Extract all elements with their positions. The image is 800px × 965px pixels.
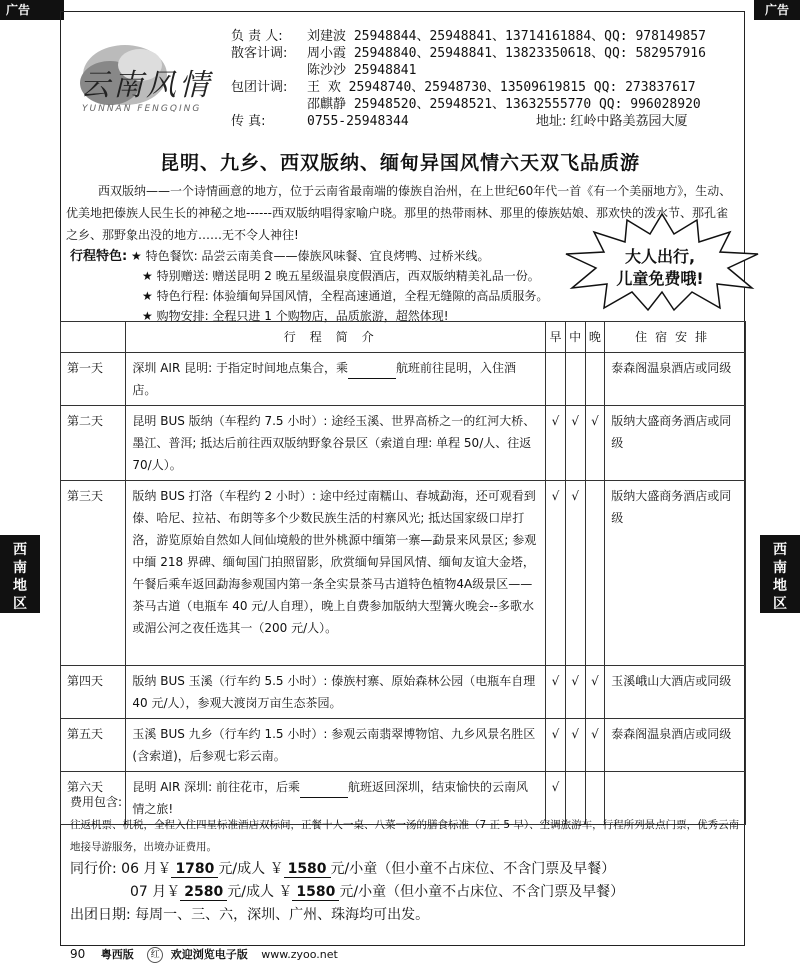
hotel-cell: 版纳大盛商务酒店或同级 — [605, 406, 746, 481]
page-number: 90 — [70, 947, 86, 961]
contact-row: 包团计调: 王 欢 25948740、25948730、13509619815 QQ: 273837617 — [231, 80, 696, 95]
contact-row: 邵麒静 25948520、25948521、13632555770 QQ: 996028920 — [307, 97, 701, 112]
meal-cell: √ — [565, 719, 585, 772]
desc-cell: 昆明 AIR 深圳: 前往花市，后乘 航班返回深圳，结束愉快的云南风情之旅! — [126, 772, 546, 825]
header-dinner: 晚 — [585, 322, 605, 353]
page-footer — [70, 946, 338, 963]
desc-cell: 深圳 AIR 昆明: 于指定时间地点集合，乘 航班前往昆明，入住酒店。 — [126, 353, 546, 406]
meal-cell: √ — [546, 772, 566, 825]
meal-cell: √ — [546, 719, 566, 772]
hotel-cell: 版纳大盛商务酒店或同级 — [605, 481, 746, 666]
logo-subtitle: YUNNAN FENGQING — [82, 104, 202, 114]
burst-text: 大人出行, 儿童免费哦! — [616, 247, 704, 288]
header-hotel: 住宿安排 — [605, 322, 746, 353]
table-header-row — [61, 322, 746, 353]
departure-dates: 出团日期: 每周一、三、六，深圳、广州、珠海均可出发。 — [70, 907, 430, 923]
ad-label-right: 广告 — [754, 0, 800, 20]
table-row — [61, 481, 746, 666]
table-row — [61, 406, 746, 481]
edition-label: 粤西版 — [100, 948, 134, 961]
desc-cell: 昆明 BUS 版纳（车程约 7.5 小时）: 途经玉溪、世界高桥之一的红河大桥、墨江、普洱; 抵达后前往西双版纳野象谷景区（索道自理: 单程 50/人、往返 70/人）。 — [126, 406, 546, 481]
fee-header: 费用包含: — [70, 795, 123, 809]
meal-cell: √ — [546, 481, 566, 666]
feature-line: 行程特色: ★ 特色餐饮: 品尝云南美食——傣族风味餐、宜良烤鸭、过桥米线。 — [70, 249, 490, 264]
contact-row: 负 责 人: 刘建波 25948844、25948841、13714161884、QQ: 978149857 — [231, 29, 706, 44]
logo-name: 云南风情 — [80, 68, 212, 103]
day-cell: 第六天 — [61, 772, 126, 825]
meal-cell — [585, 353, 605, 406]
contact-row: 陈沙沙 25948841 — [307, 63, 417, 78]
price-line: 07 月￥ 2580 元/成人 ￥ 1580 元/小童（但小童不占床位、不含门票及早餐） — [130, 884, 625, 900]
ad-label-left: 广告 — [0, 0, 64, 20]
slogan: 欢迎浏览电子版 — [170, 948, 248, 961]
desc-cell: 版纳 BUS 打洛（车程约 2 小时）: 途中经过南糯山、春城勐海，还可观看到傣、哈尼、拉祜、布朗等多个少数民族生活的村寨风光; 抵达国家级口岸打洛，游览原始自然如人间仙境般的世外桃源中缅第一寨—勐景来风景区; 参观中缅 218 界碑、缅甸国门拍照留影，欣赏缅甸异国风情、缅甸友谊大金塔，午餐后乘车返回勐海参观国内第一条全实景茶马古道特色植物4A级景区——茶马古道（电瓶车 40 元/人自理），晚上自费参加版纳大型篝火晚会--多歌水或湄公河之夜任选其一（200 元/人）。 — [126, 481, 546, 666]
day-cell: 第二天 — [61, 406, 126, 481]
region-tab-right: 西 南 地 区 — [760, 535, 800, 613]
region-tab-left: 西 南 地 区 — [0, 535, 40, 613]
meal-cell: √ — [585, 666, 605, 719]
day-cell: 第四天 — [61, 666, 126, 719]
child-price: 1580 — [292, 884, 339, 901]
address: 地址: 红岭中路美荔园大厦 — [536, 114, 688, 129]
contact-row: 散客计调: 周小霞 25948840、25948841、13823350618、QQ: 582957916 — [231, 46, 706, 61]
day-cell: 第五天 — [61, 719, 126, 772]
fee-body: 往返机票、机税，全程入住四星标准酒店双标间，正餐十人一桌、八菜一汤的膳食标准（7 正 5 早）、空调旅游车，行程所列景点门票，优秀云南地接导游服务，出境办证费用。 — [70, 819, 740, 853]
intro-paragraph: 西双版纳——一个诗情画意的地方，位于云南省最南端的傣族自治州，在上世纪60年代一首《有一个美丽地方》，生动、优美地把傣族人民生长的神秘之地------西双版纳唱得家喻户晓。那里的热带雨林、那里的傣族姑娘、那欢快的泼水节、那孔雀之乡、那野象出没的地方……无不令人神往! — [66, 184, 732, 242]
price-line: 同行价: 06 月￥ 1780 元/成人 ￥ 1580 元/小童（但小童不占床位、不含门票及早餐） — [70, 861, 616, 877]
day-cell: 第三天 — [61, 481, 126, 666]
adult-price: 2580 — [180, 884, 227, 901]
hotel-cell: 泰森阁温泉酒店或同级 — [605, 353, 746, 406]
meal-cell — [546, 353, 566, 406]
badge-icon: 红 — [147, 947, 163, 963]
contact-row: 传 真: 0755-25948344 地址: 红岭中路美荔园大厦 — [231, 114, 688, 129]
header-description: 行程简介 — [126, 322, 546, 353]
child-price: 1580 — [284, 861, 331, 878]
desc-cell: 版纳 BUS 玉溪（行车约 5.5 小时）: 傣族村寨、原始森林公园（电瓶车自理 40 元/人），参观大渡岗万亩生态茶园。 — [126, 666, 546, 719]
hotel-cell: 泰森阁温泉酒店或同级 — [605, 719, 746, 772]
meal-cell: √ — [565, 406, 585, 481]
feature-line: ★ 特别赠送: 赠送昆明 2 晚五星级温泉度假酒店，西双版纳精美礼品一份。 — [142, 269, 540, 283]
meal-cell: √ — [546, 666, 566, 719]
table-row — [61, 353, 746, 406]
meal-cell — [585, 481, 605, 666]
flight-blank — [300, 784, 348, 798]
meal-cell — [565, 353, 585, 406]
meal-cell: √ — [565, 666, 585, 719]
meal-cell: √ — [585, 406, 605, 481]
meal-cell: √ — [585, 719, 605, 772]
contact-block — [231, 28, 706, 130]
flight-blank — [348, 365, 396, 379]
header-breakfast: 早 — [546, 322, 566, 353]
table-row — [61, 719, 746, 772]
table-row — [61, 666, 746, 719]
header-lunch: 中 — [565, 322, 585, 353]
features-label: 行程特色: — [70, 249, 128, 264]
website-url: www.zyoo.net — [261, 948, 338, 961]
feature-line: ★ 购物安排: 全程只进 1 个购物店，品质旅游，超然体现! — [142, 309, 449, 323]
meal-cell: √ — [546, 406, 566, 481]
feature-line: ★ 特色行程: 体验缅甸异国风情，全程高速通道，全程无缝隙的高品质服务。 — [142, 289, 549, 303]
itinerary-table — [60, 321, 746, 825]
hotel-cell: 玉溪峨山大酒店或同级 — [605, 666, 746, 719]
meal-cell: √ — [565, 481, 585, 666]
desc-cell: 玉溪 BUS 九乡（行车约 1.5 小时）: 参观云南翡翠博物馆、九乡风景名胜区(含索道)，后参观七彩云南。 — [126, 719, 546, 772]
tour-title: 昆明、九乡、西双版纳、缅甸异国风情六天双飞品质游 — [159, 152, 640, 174]
day-cell: 第一天 — [61, 353, 126, 406]
adult-price: 1780 — [171, 861, 218, 878]
